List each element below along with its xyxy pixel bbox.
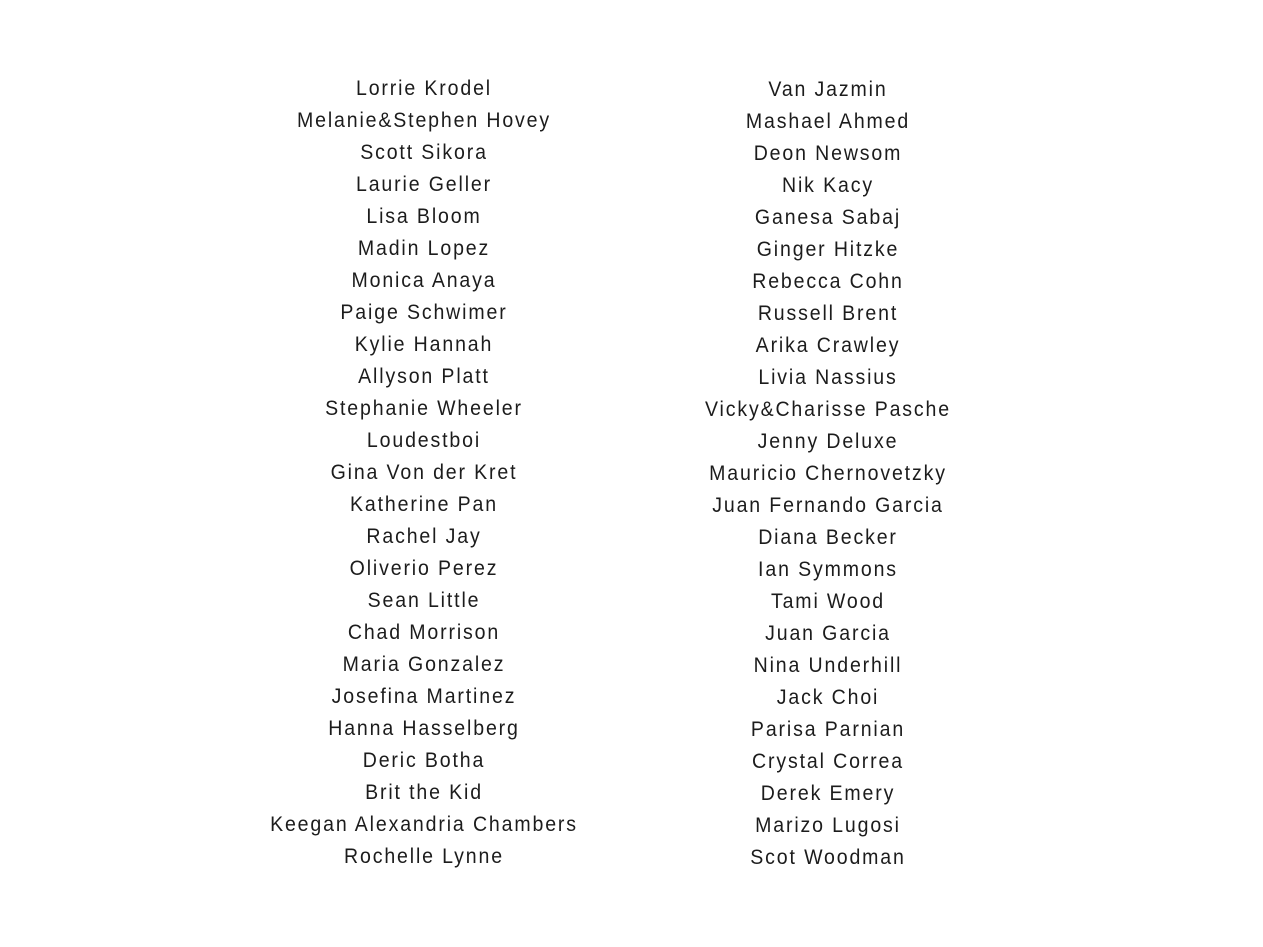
name-item: Deric Botha [362, 749, 486, 772]
name-item: Rebecca Cohn [752, 270, 904, 293]
name-item: Ganesa Sabaj [754, 206, 902, 229]
name-item: Arika Crawley [755, 334, 901, 357]
name-item: Marizo Lugosi [755, 814, 901, 837]
names-column-right [628, 74, 1028, 874]
name-item: Rachel Jay [366, 525, 482, 548]
name-item: Gina Von der Kret [330, 461, 518, 484]
name-item: Ian Symmons [758, 558, 898, 581]
name-item: Nik Kacy [782, 174, 874, 197]
name-item: Jack Choi [776, 686, 880, 709]
name-item: Deon Newsom [753, 142, 903, 165]
name-item: Mauricio Chernovetzky [709, 462, 947, 485]
name-item: Keegan Alexandria Chambers [270, 813, 578, 836]
name-item: Monica Anaya [351, 269, 497, 292]
name-item: Josefina Martinez [331, 685, 517, 708]
name-item: Diana Becker [758, 526, 898, 549]
name-item: Scot Woodman [750, 846, 906, 869]
name-item: Van Jazmin [768, 78, 888, 101]
name-item: Kylie Hannah [354, 333, 494, 356]
name-item: Lisa Bloom [366, 205, 482, 228]
name-item: Stephanie Wheeler [325, 397, 523, 420]
name-item: Melanie&Stephen Hovey [296, 109, 552, 132]
name-item: Brit the Kid [365, 781, 483, 804]
name-item: Paige Schwimer [340, 301, 508, 324]
name-item: Allyson Platt [358, 365, 490, 388]
name-item: Oliverio Perez [349, 557, 499, 580]
name-item: Lorrie Krodel [355, 77, 492, 100]
name-item: Crystal Correa [752, 750, 904, 773]
name-item: Juan Fernando Garcia [712, 494, 944, 517]
name-item: Chad Morrison [347, 621, 501, 644]
name-item: Vicky&Charisse Pasche [704, 398, 952, 421]
name-item: Derek Emery [760, 782, 896, 805]
name-item: Loudestboi [366, 429, 482, 452]
name-item: Jenny Deluxe [757, 430, 899, 453]
name-item: Mashael Ahmed [745, 110, 911, 133]
name-item: Rochelle Lynne [344, 845, 504, 868]
name-item: Maria Gonzalez [342, 653, 506, 676]
name-item: Russell Brent [757, 302, 899, 325]
name-item: Parisa Parnian [750, 718, 906, 741]
name-item: Juan Garcia [765, 622, 891, 645]
name-item: Sean Little [367, 589, 481, 612]
name-item: Ginger Hitzke [756, 238, 900, 261]
name-item: Nina Underhill [753, 654, 903, 677]
name-item: Madin Lopez [357, 237, 491, 260]
name-item: Tami Wood [770, 590, 886, 613]
name-item: Katherine Pan [350, 493, 498, 516]
name-item: Livia Nassius [758, 366, 898, 389]
names-column-left [224, 73, 624, 873]
name-item: Hanna Hasselberg [328, 717, 520, 740]
name-item: Laurie Geller [355, 173, 492, 196]
name-item: Scott Sikora [360, 141, 488, 164]
